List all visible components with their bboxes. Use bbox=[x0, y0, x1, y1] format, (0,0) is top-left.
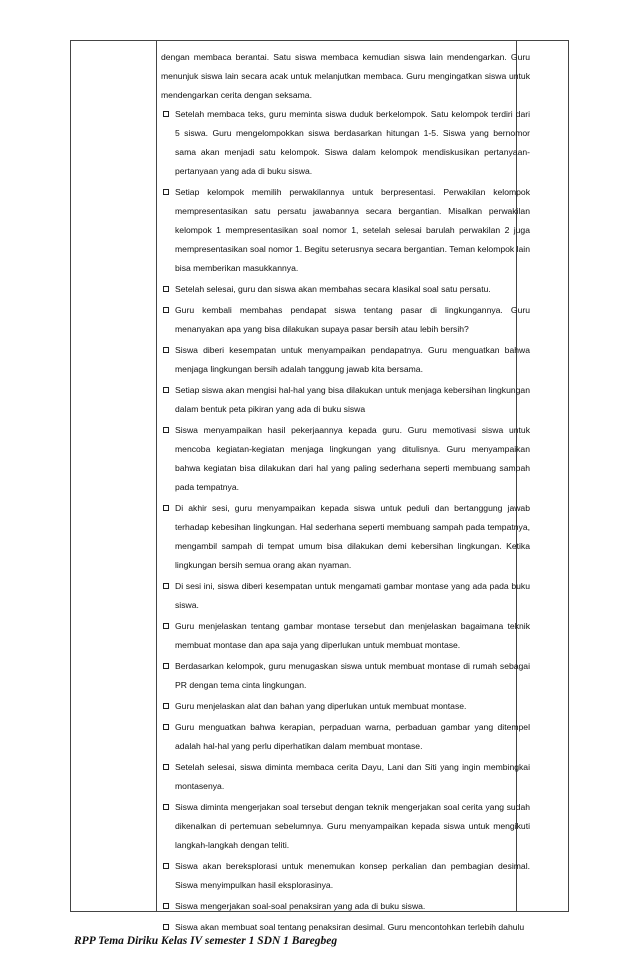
list-item-text: Setiap kelompok memilih perwakilannya untuk berpresentasi. Perwakilan kelompok mempresentasikan satu persatu jawabannya secara bergantian. Misalkan perwakilan kelompok 1 mempresentasikan soal nomor 1, setelah selesai barulah perwakilan 2 juga mempresentasikan soal nomor 1. Begitu seterusnya secara bergantian. Teman kelompok lain bisa memberikan masukkannya. bbox=[175, 187, 530, 273]
checkbox-bullet-icon bbox=[163, 804, 169, 810]
checkbox-bullet-icon bbox=[163, 387, 169, 393]
page-footer: RPP Tema Diriku Kelas IV semester 1 SDN 1 Baregbeg bbox=[74, 935, 338, 947]
list-item bbox=[161, 577, 530, 615]
checkbox-bullet-icon bbox=[163, 703, 169, 709]
list-item bbox=[161, 280, 530, 299]
list-item-text: Siswa diminta mengerjakan soal tersebut dengan teknik mengerjakan soal cerita yang sudah dikenalkan di pertemuan sebelumnya. Guru menyampaikan kepada siswa untuk mengikuti langkah-langkah dengan teliti. bbox=[175, 802, 530, 850]
list-item bbox=[161, 301, 530, 339]
continued-paragraph: dengan membaca berantai. Satu siswa membaca kemudian siswa lain mendengarkan. Guru menunjuk siswa lain secara acak untuk melanjutkan membaca. Guru mengingatkan siswa untuk mendengarkan cerita dengan seksama. bbox=[161, 52, 530, 100]
checkbox-bullet-icon bbox=[163, 663, 169, 669]
checkbox-bullet-icon bbox=[163, 924, 169, 930]
list-item-text: Siswa akan membuat soal tentang penaksiran desimal. Guru mencontohkan terlebih dahulu bbox=[175, 922, 525, 932]
list-item bbox=[161, 798, 530, 855]
list-item bbox=[161, 718, 530, 756]
list-item bbox=[161, 341, 530, 379]
list-item bbox=[161, 183, 530, 278]
list-item-text: Di akhir sesi, guru menyampaikan kepada siswa untuk peduli dan bertanggung jawab terhadap kebesihan lingkungan. Hal sederhana seperti membuang sampah pada tempatnya, mengambil sampah di tempat umum bisa dilakukan demi kebersihan lingkungan. Ketika lingkungan bersih semua orang akan nyaman. bbox=[175, 503, 530, 570]
column-divider-left bbox=[156, 41, 157, 911]
list-item-text: Guru menjelaskan alat dan bahan yang diperlukan untuk membuat montase. bbox=[175, 701, 467, 711]
list-item bbox=[161, 657, 530, 695]
list-item-text: Guru menjelaskan tentang gambar montase tersebut dan menjelaskan bagaimana teknik membuat montase dan apa saja yang diperlukan untuk membuat montase. bbox=[175, 621, 530, 650]
list-item-text: Setelah membaca teks, guru meminta siswa duduk berkelompok. Satu kelompok terdiri dari 5 siswa. Guru mengelompokkan siswa berdasarkan hitungan 1-5. Siswa yang bernomor sama akan menjadi satu kelompok. Siswa dalam kelompok mendiskusikan pertanyaan-pertanyaan yang ada di buku siswa. bbox=[175, 109, 530, 176]
list-item bbox=[161, 617, 530, 655]
list-item bbox=[161, 381, 530, 419]
checkbox-bullet-icon bbox=[163, 427, 169, 433]
list-item-text: Siswa diberi kesempatan untuk menyampaikan pendapatnya. Guru menguatkan bahwa menjaga lingkungan bersih adalah tanggung jawab kita bersama. bbox=[175, 345, 530, 374]
list-item-text: Di sesi ini, siswa diberi kesempatan untuk mengamati gambar montase yang ada pada buku siswa. bbox=[175, 581, 530, 610]
list-item-text: Setiap siswa akan mengisi hal-hal yang bisa dilakukan untuk menjaga kebersihan lingkungan dalam bentuk peta pikiran yang ada di buku siswa bbox=[175, 385, 530, 414]
checkbox-bullet-icon bbox=[163, 286, 169, 292]
checkbox-bullet-icon bbox=[163, 505, 169, 511]
list-item-text: Guru kembali membahas pendapat siswa tentang pasar di lingkungannya. Guru menanyakan apa yang bisa dilakukan supaya pasar bersih atau lebih bersih? bbox=[175, 305, 530, 334]
checkbox-bullet-icon bbox=[163, 724, 169, 730]
list-item bbox=[161, 421, 530, 497]
list-item-text: Guru menguatkan bahwa kerapian, perpaduan warna, perbaduan gambar yang ditempel adalah hal-hal yang perlu diperhatikan dalam membuat montase. bbox=[175, 722, 530, 751]
list-item bbox=[161, 897, 530, 916]
list-item-text: Setelah selesai, guru dan siswa akan membahas secara klasikal soal satu persatu. bbox=[175, 284, 491, 294]
checkbox-bullet-icon bbox=[163, 764, 169, 770]
list-item-text: Setelah selesai, siswa diminta membaca cerita Dayu, Lani dan Siti yang ingin membingkai montasenya. bbox=[175, 762, 530, 791]
activity-content bbox=[161, 48, 530, 937]
checkbox-bullet-icon bbox=[163, 623, 169, 629]
list-item-text: Siswa akan bereksplorasi untuk menemukan konsep perkalian dan pembagian desimal. Siswa menyimpulkan hasil eksplorasinya. bbox=[175, 861, 530, 890]
list-item-text: Siswa mengerjakan soal-soal penaksiran yang ada di buku siswa. bbox=[175, 901, 426, 911]
checkbox-bullet-icon bbox=[163, 863, 169, 869]
list-item bbox=[161, 758, 530, 796]
list-item bbox=[161, 857, 530, 895]
checkbox-bullet-icon bbox=[163, 307, 169, 313]
list-item bbox=[161, 697, 530, 716]
list-item-text: Siswa menyampaikan hasil pekerjaannya kepada guru. Guru memotivasi siswa untuk mencoba kegiatan-kegiatan menjaga lingkungan yang ditulisnya. Guru menyampaikan bahwa kegiatan bisa dilakukan dari hal yang paling sederhana seperti membuang sampah pada tempatnya. bbox=[175, 425, 530, 492]
list-item bbox=[161, 499, 530, 575]
checkbox-bullet-icon bbox=[163, 111, 169, 117]
checkbox-bullet-icon bbox=[163, 583, 169, 589]
list-item bbox=[161, 105, 530, 181]
checkbox-bullet-icon bbox=[163, 189, 169, 195]
checkbox-bullet-icon bbox=[163, 903, 169, 909]
list-item-text: Berdasarkan kelompok, guru menugaskan siswa untuk membuat montase di rumah sebagai PR dengan tema cinta lingkungan. bbox=[175, 661, 530, 690]
checkbox-bullet-icon bbox=[163, 347, 169, 353]
